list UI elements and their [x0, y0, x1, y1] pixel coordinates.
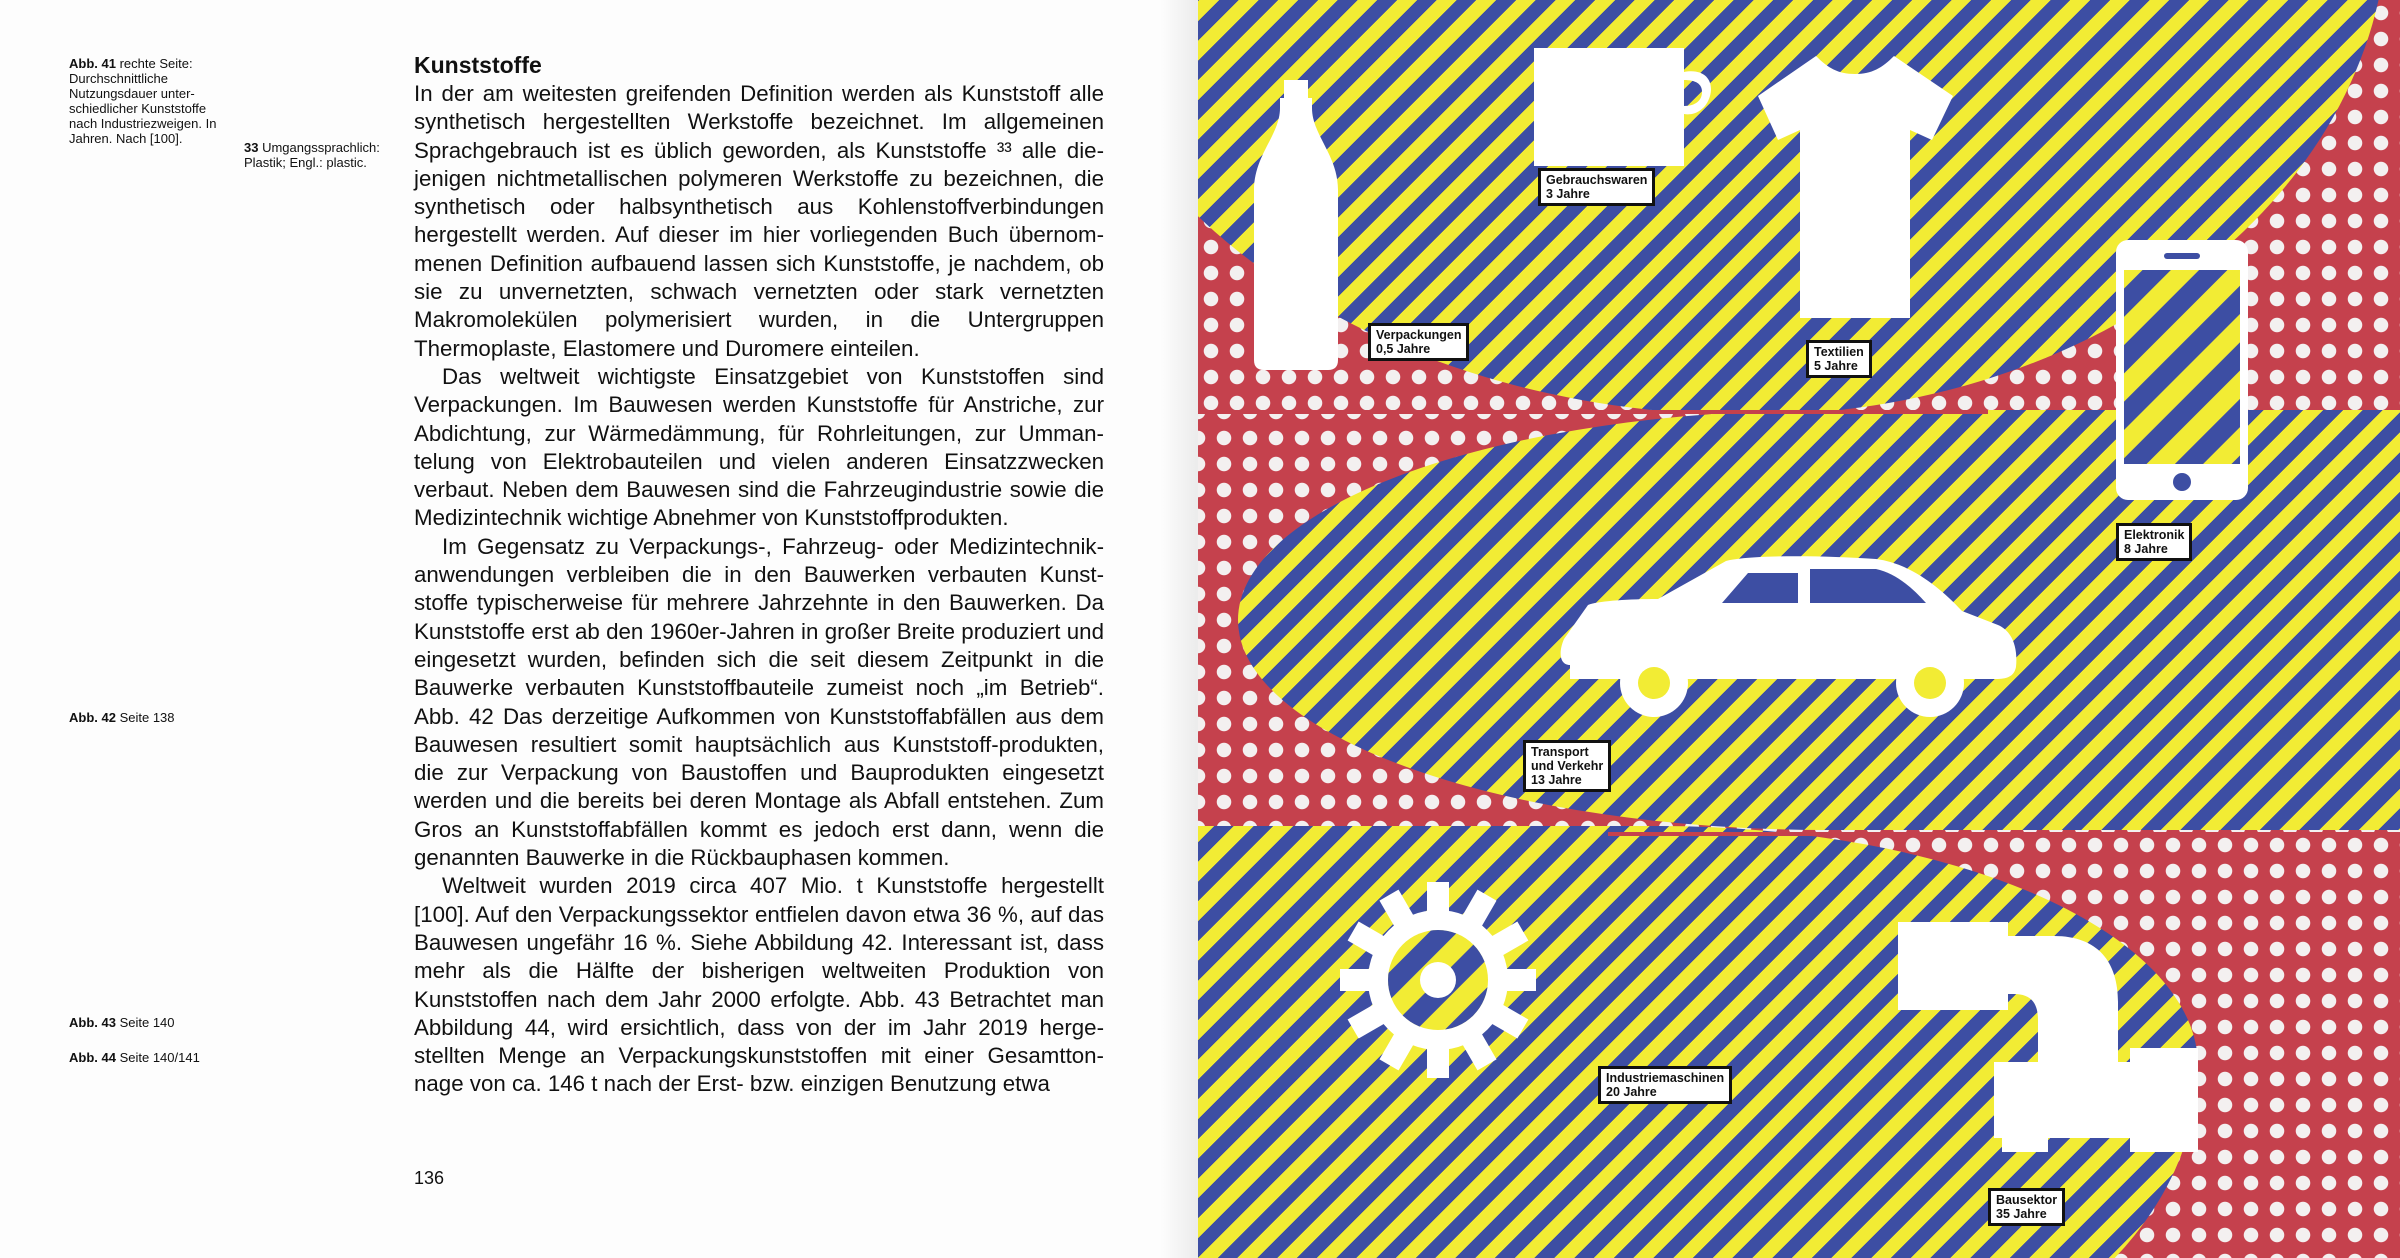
footnote-text: Umgangssprachlich: Plastik; Engl.: plastic.	[244, 140, 380, 170]
gear-icon	[1338, 880, 1538, 1080]
smartphone-icon	[2116, 240, 2248, 500]
left-page	[0, 0, 1198, 1258]
figure-41-illustration	[1198, 0, 2400, 1258]
margin-ref-43	[69, 1015, 175, 1030]
margin-ref-42	[69, 710, 175, 725]
body-text-column	[414, 50, 1104, 1099]
label-verpackungen: Verpackungen 0,5 Jahre	[1368, 323, 1469, 361]
ref-label: Abb. 42	[69, 710, 116, 725]
caption-text: rechte Seite: Durchschnittliche Nutzungsdauer unter-schiedlicher Kunststoffe nach Industriezweigen. In Jahren. Nach [100].	[69, 56, 217, 146]
page-number: 136	[414, 1168, 445, 1188]
section-heading: Kunststoffe	[414, 52, 542, 78]
paragraph-4: Weltweit wurden 2019 circa 407 Mio. t Kunststoffe hergestellt [100]. Auf den Verpackungssektor entfielen davon etwa 36 %, auf das Bauwesen ungefähr 16 %. Siehe Abbildung 42. Interessant ist, dass mehr als die Hälfte der bisherigen weltweiten Produktion von Kunststoffen nach dem Jahr 2000 erfolgte. Abb. 43 Betrachtet man Abbildung 44, wird ersichtlich, dass von der im Jahr 2019 herge-stellten Menge an Verpackungskunststoffen mit einer Gesamtton-nage von ca. 146 t nach der Erst- bzw. einzigen Benutzung etwa	[414, 873, 1104, 1097]
label-elektronik: Elektronik 8 Jahre	[2116, 523, 2192, 561]
ref-text: Seite 140	[115, 1015, 175, 1030]
footnote-33	[244, 140, 404, 170]
ref-label: Abb. 44	[69, 1050, 116, 1065]
label-textilien: Textilien 5 Jahre	[1806, 340, 1872, 378]
pipe-icon	[1898, 922, 2198, 1152]
paragraph-3: Im Gegensatz zu Verpackungs-, Fahrzeug- oder Medizintechnik-anwendungen verbleiben die in den Bauwerken verbauten Kunst-stoffe typischerweise für mehrere Jahrzehnte in den Bauwerken. Da Kunststoffe erst ab den 1960er-Jahren in großer Breite produziert und eingesetzt wurden, befinden sich die seit diesem Zeitpunkt in die Bauwerke verbauten Kunststoffbauteile zumeist noch „im Betrieb“. Abb. 42 Das derzeitige Aufkommen von Kunststoffabfällen aus dem Bauwesen resultiert somit hauptsächlich aus Kunststoff-produkten, die zur Verpackung von Baustoffen und Bauprodukten eingesetzt werden und die bereits bei deren Montage als Abfall entstehen. Zum Gros an Kunststoffabfällen kommt es jedoch erst dann, wenn die genannten Bauwerke in die Rückbauphasen kommen.	[414, 533, 1104, 871]
label-gebrauchswaren: Gebrauchswaren 3 Jahre	[1538, 168, 1655, 206]
ref-text: Seite 138	[115, 710, 175, 725]
ref-text: Seite 140/141	[115, 1050, 200, 1065]
bottle-icon	[1254, 80, 1338, 370]
page-gutter-shadow	[1160, 0, 1198, 1258]
figure-caption-41	[69, 56, 219, 146]
paragraph-1: In der am weitesten greifenden Definition werden als Kunststoff alle synthetisch hergestellten Werkstoffe bezeichnet. Im allgemeinen Sprachgebrauch ist es üblich geworden, als Kunststoffe ³³ alle die-jenigen nichtmetallischen polymeren Werkstoffe zu bezeichnen, die synthetisch oder halbsynthetisch aus Kohlenstoffverbindungen hergestellt werden. Auf dieser im hier vorliegenden Buch übernom-menen Definition aufbauend lassen sich Kunststoffe, je nachdem, ob sie zu unvernetzten, schwach vernetzten oder stark vernetzten Makromolekülen polymerisiert wurden, in die Untergruppen Thermoplaste, Elastomere und Duromere einteilen.	[414, 81, 1104, 361]
caption-label: Abb. 41	[69, 56, 116, 71]
label-industriemaschinen: Industriemaschinen 20 Jahre	[1598, 1066, 1732, 1104]
footnote-number: 33	[244, 140, 259, 155]
label-transport: Transport und Verkehr 13 Jahre	[1523, 740, 1611, 792]
label-bausektor: Bausektor 35 Jahre	[1988, 1188, 2065, 1226]
paragraph-2: Das weltweit wichtigste Einsatzgebiet von Kunststoffen sind Verpackungen. Im Bauwesen werden Kunststoffe für Anstriche, zur Abdichtung, zur Wärmedämmung, für Rohrleitungen, zur Umman-telung von Elektrobauteilen und vielen anderen Einsatzzwecken verbaut. Neben dem Bauwesen sind die Fahrzeugindustrie sowie die Medizintechnik wichtige Abnehmer von Kunststoffprodukten.	[414, 363, 1104, 531]
tshirt-icon	[1758, 48, 1953, 318]
band-divider	[1198, 410, 1988, 414]
car-icon	[1558, 555, 2018, 720]
mug-icon	[1534, 48, 1714, 166]
band-divider	[1608, 832, 2400, 836]
margin-ref-44	[69, 1050, 200, 1065]
ref-label: Abb. 43	[69, 1015, 116, 1030]
